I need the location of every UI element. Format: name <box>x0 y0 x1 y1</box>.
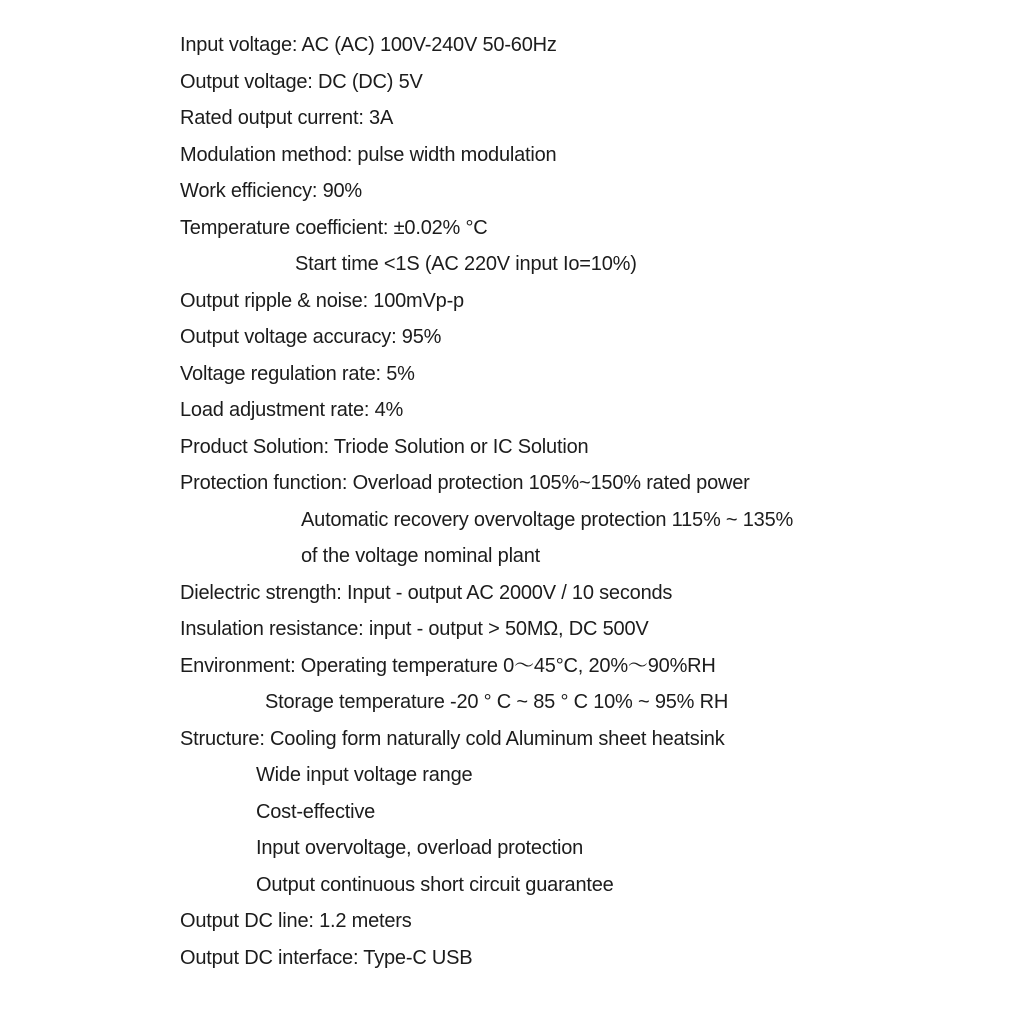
spec-line-wide-input-range: Wide input voltage range <box>256 764 473 786</box>
spec-line-cost-effective: Cost-effective <box>256 800 376 823</box>
spec-line-voltage-regulation-rate: Voltage regulation rate: 5% <box>180 362 415 385</box>
spec-line-protection-function: Protection function: Overload protection 105%~150% rated power <box>180 472 750 494</box>
spec-line-output-ripple-noise: Output ripple & noise: 100mVp-p <box>180 289 464 312</box>
spec-line-temperature-coefficient: Temperature coefficient: ±0.02% °C <box>180 216 488 239</box>
spec-line-input-overvoltage: Input overvoltage, overload protection <box>256 837 584 859</box>
spec-line-short-circuit-guarantee: Output continuous short circuit guarantee <box>256 873 614 896</box>
spec-line-modulation-method: Modulation method: pulse width modulation <box>180 143 557 166</box>
spec-line-input-voltage: Input voltage: AC (AC) 100V-240V 50-60Hz <box>180 34 557 56</box>
spec-line-voltage-nominal-plant: of the voltage nominal plant <box>301 545 541 567</box>
spec-line-overvoltage-protection: Automatic recovery overvoltage protection 115% ~ 135% <box>301 508 794 531</box>
spec-line-load-adjustment-rate: Load adjustment rate: 4% <box>180 399 404 421</box>
spec-line-start-time: Start time <1S (AC 220V input Io=10%) <box>295 253 637 275</box>
spec-line-work-efficiency: Work efficiency: 90% <box>180 180 363 202</box>
spec-line-output-voltage-accuracy: Output voltage accuracy: 95% <box>180 326 442 348</box>
spec-line-dielectric-strength: Dielectric strength: Input - output AC 2000V / 10 seconds <box>180 581 673 604</box>
spec-line-output-dc-line: Output DC line: 1.2 meters <box>180 910 412 932</box>
spec-line-storage-temperature: Storage temperature -20 ° C ~ 85 ° C 10% ~ 95% RH <box>265 691 729 713</box>
spec-line-environment: Environment: Operating temperature 0～45°C, 20%～90%RH <box>180 654 716 677</box>
spec-line-output-dc-interface: Output DC interface: Type-C USB <box>180 946 473 969</box>
spec-line-product-solution: Product Solution: Triode Solution or IC Solution <box>180 435 589 458</box>
spec-line-structure: Structure: Cooling form naturally cold Aluminum sheet heatsink <box>180 727 725 750</box>
spec-line-rated-output-current: Rated output current: 3A <box>180 107 394 129</box>
spec-line-insulation-resistance: Insulation resistance: input - output > 50MΩ, DC 500V <box>180 618 649 640</box>
spec-line-output-voltage: Output voltage: DC (DC) 5V <box>180 70 423 93</box>
